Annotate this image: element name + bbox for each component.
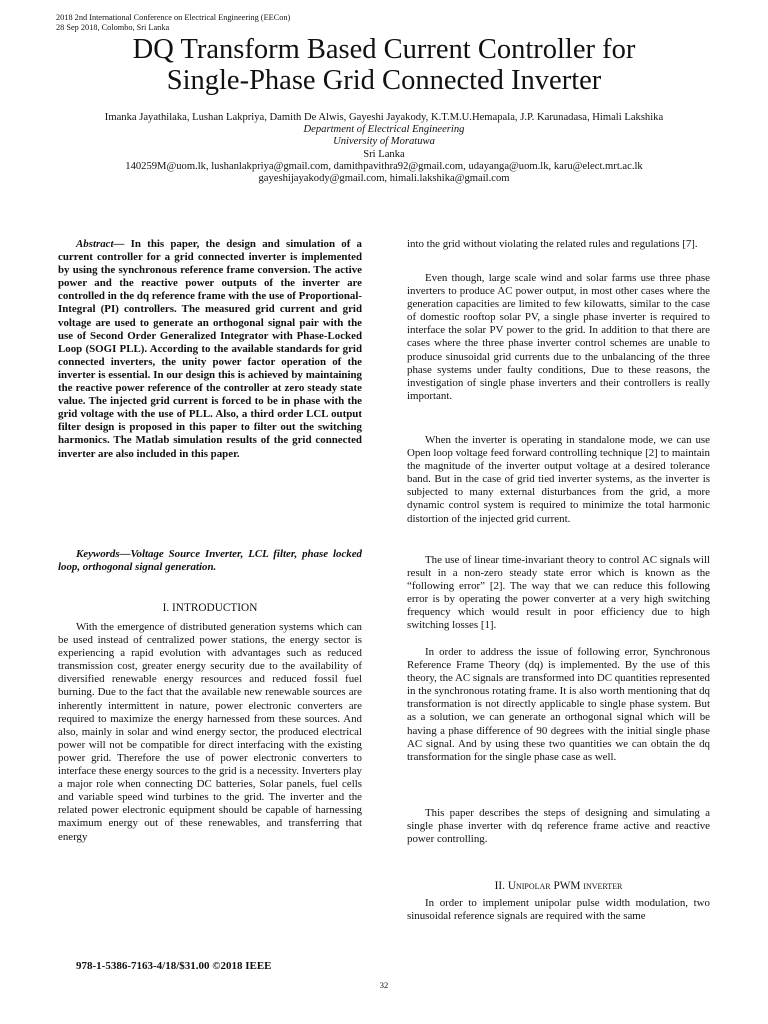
keywords <box>58 548 362 574</box>
right-paragraph-6 <box>407 807 710 846</box>
title-line-1: DQ Transform Based Current Controller for <box>132 34 636 65</box>
right-paragraph-2-text: Even though, large scale wind and solar farms use three phase inverters to produce AC power output, in most other cases where the generation capacities are limited to few kilowatts, similar to the case of domestic rooftop solar PV, a single phase inverter is required to interface the solar PV power to the grid. In addition to that there are cases where the three phase inverter control schemes are unable to produce sinusoidal grid currents due to the unbalancing of the three phase systems under faulty conditions, Due to these reasons, the investigation of single phase inverters and their controllers is really important. <box>407 272 710 402</box>
abstract-label: Abstract— <box>76 238 125 250</box>
right-paragraph-4 <box>407 554 710 633</box>
conference-date: 28 Sep 2018, Colombo, Sri Lanka <box>56 23 170 32</box>
keywords-text: Keywords—Voltage Source Inverter, LCL filter, phase locked loop, orthogonal signal generation. <box>58 548 362 574</box>
author-emails-line-2: gayeshijayakody@gmail.com, himali.lakshika@gmail.com <box>258 173 510 185</box>
right-paragraph-3 <box>407 434 710 526</box>
page-number: 32 <box>379 980 389 990</box>
intro-paragraph-1: With the emergence of distributed generation systems which can be used instead of centralized power stations, the energy sector is experiencing a rapid evolution with advantages such as reduced transmission cost, greater energy security due to the availability of diversified renewable energy resources and reduced fossil fuel burning. Due to the fact that the available new renewable sources are inherently intermittent in nature, power electronic converters are required to maximize the energy harnessed from these sources. And also, mainly in solar and wind energy sector, the produced electrical power will not be compatible for direct interfacing with the existing power grid. Therefore the use of power electronic converters to interface these energy sources to the grid is a necessity. Inverters play a major role when connecting DC batteries, Solar panels, fuel cells and variable speed wind turbines to the grid. The inverter and the related power electronic equipment should be capable of harnessing maximum energy out of these renewables, and transferring that energy <box>58 621 362 843</box>
copyright-footer: 978-1-5386-7163-4/18/$31.00 ©2018 IEEE <box>76 960 272 972</box>
conference-name: 2018 2nd International Conference on Electrical Engineering (EECon) <box>56 13 291 22</box>
author-block <box>40 112 728 185</box>
author-country: Sri Lanka <box>363 148 405 160</box>
right-paragraph-5-text: In order to address the issue of following error, Synchronous Reference Frame Theory (dq) is implemented. By the use of this theory, the AC signals are transformed into DC quantities represented in the synchronous rotating frame. It is also worth mentioning that dq transformation is not directly applicable to single phase system. But as a solution, we can generate an orthogonal signal which will be having a phase difference of 90 degrees with the initial single phase AC signal. And by using these two quantities we can obtain the dq transformation for the single phase case as well. <box>407 646 710 763</box>
right-paragraph-2 <box>407 272 710 403</box>
author-department: Department of Electrical Engineering <box>303 124 465 136</box>
author-university: University of Moratuwa <box>333 136 435 148</box>
title-line-2: Single-Phase Grid Connected Inverter <box>166 65 602 96</box>
right-paragraph-4-text: The use of linear time-invariant theory to control AC signals will result in a non-zero steady state error which is known as the “following error” [2]. The way that we can reduce this following error is by operating the power converter at a very high switching frequency which would result in poor efficiency due to high switching losses [1]. <box>407 554 710 632</box>
paper-title <box>40 34 728 96</box>
section-2-paragraph <box>407 897 710 923</box>
abstract <box>58 238 362 461</box>
abstract-text: In this paper, the design and simulation of a current controller for a grid connected inverter is implemented by using the synchronous reference frame conversion. The active power and the reactive power outputs of the inverter are controlled in the dq reference frame with the use of Proportional-Integral (PI) controllers. The measured grid current and grid voltage are used to generate an orthogonal signal pair with the use of Second Order Generalized Integrator with Phase-Locked Loop (SOGI PLL). According to the available standards for grid connected inverters, the unity power factor operation of the inverter is essential. In our design this is achieved by maintaining the reactive power reference of the controller at zero steady state value. The injected grid current is forced to be in phase with the grid voltage with the use of PLL. Also, a third order LCL output filter design is proposed in this paper to filter out the switching harmonics. The Matlab simulation results of the grid connected inverter are also included in this paper. <box>58 238 362 460</box>
right-paragraph-5 <box>407 646 710 764</box>
section-2-paragraph-text: In order to implement unipolar pulse width modulation, two sinusoidal reference signals are required with the same <box>407 897 710 923</box>
section-2-number: II. <box>494 880 505 892</box>
conference-header <box>56 13 290 33</box>
section-2-title: Unipolar PWM inverter <box>507 880 623 892</box>
section-heading-introduction: I. INTRODUCTION <box>162 602 258 614</box>
right-paragraph-1-text: into the grid without violating the related rules and regulations [7]. <box>407 238 698 250</box>
author-names: Imanka Jayathilaka, Lushan Lakpriya, Damith De Alwis, Gayeshi Jayakody, K.T.M.U.Hemapala, J.P. Karunadasa, Himali Lakshika <box>104 112 664 123</box>
right-paragraph-6-text: This paper describes the steps of designing and simulating a single phase inverter with dq reference frame active and reactive power controlling. <box>407 807 710 846</box>
introduction-paragraph <box>58 621 362 844</box>
right-paragraph-3-text: When the inverter is operating in standalone mode, we can use Open loop voltage feed forward controlling technique [2] to maintain the magnitude of the inverter output voltage at a desired tolerance band. But in the case of grid tied inverter systems, as the inverter is subjected to many external disturbances from the grid, a more dynamic control system is required to minimize the total harmonic distortion of the injected grid current. <box>407 434 710 525</box>
right-paragraph-1 <box>407 238 710 251</box>
author-emails-line-1: 140259M@uom.lk, lushanlakpriya@gmail.com, damithpavithra92@gmail.com, udayanga@uom.lk, karu@elect.mrt.ac.lk <box>125 160 643 172</box>
section-heading-unipolar-pwm <box>407 880 710 893</box>
